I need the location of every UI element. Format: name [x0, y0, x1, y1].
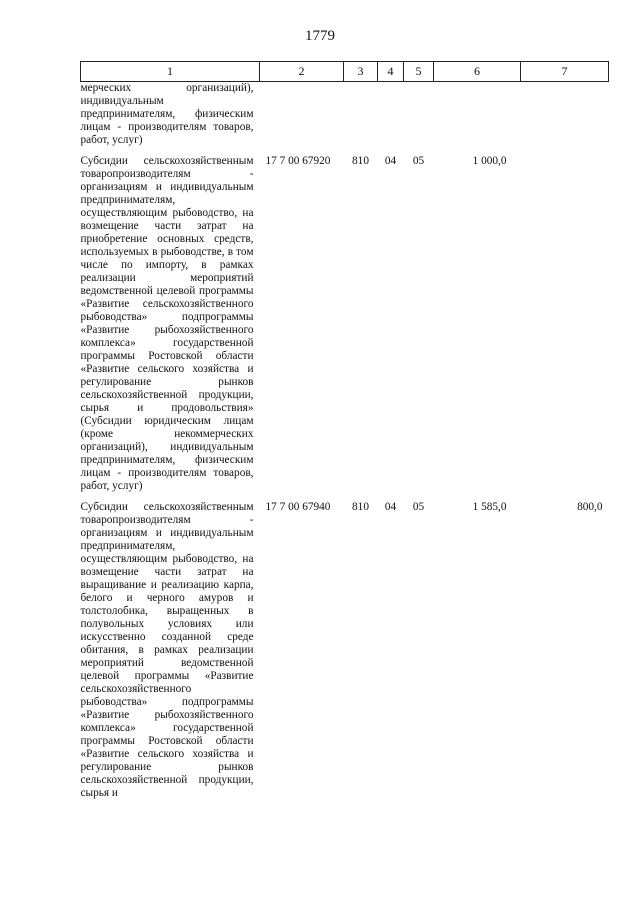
column-header-1: 1 — [81, 62, 260, 82]
row-amount-1 — [434, 82, 521, 148]
table-header-row — [81, 62, 609, 82]
column-header-6: 6 — [434, 62, 521, 82]
row-amount-1: 1 000,0 — [472, 155, 507, 167]
row-description: Субсидии сельскохозяйственным товаропроизводителям - организациям и индивидуальным предпринимателям, осуществляющим рыбоводство, на возмещение части затрат на выращивание и реализацию карпа, белого и черного амуров и толстолобика, выращенных в полувольных условиях или искусственно созданной среде обитания, в рамках реализации мероприятий ведомственной целевой программы «Развитие сельскохозяйственного рыбоводства» подпрограммы «Развитие рыбохозяйственного комплекса» государственной программы Ростовской области «Развитие сельского хозяйства и регулирование рынков сельскохозяйственной продукции, сырья и — [80, 501, 254, 799]
page-number: 1779 — [305, 28, 335, 44]
row-subsection — [404, 82, 434, 148]
budget-table — [80, 61, 609, 800]
row-section — [378, 82, 404, 148]
row-subsection: 05 — [412, 155, 425, 167]
table-row — [81, 155, 609, 493]
column-header-5: 5 — [404, 62, 434, 82]
column-header-7: 7 — [521, 62, 609, 82]
table-row — [81, 82, 609, 148]
row-description: Субсидии сельскохозяйственным товаропроизводителям - организациям и индивидуальным предпринимателям, осуществляющим рыбоводство, на возмещение части затрат на приобретение основных средств, используемых в рыбоводстве, в том числе по импорту, в рамках реализации мероприятий ведомственной целевой программы «Развитие сельскохозяйственного рыбоводства» подпрограммы «Развитие рыбохозяйственного комплекса» государственной программы Ростовской области «Развитие сельского хозяйства и регулирование рынков сельскохозяйственной продукции, сырья и продовольствия» (Субсидии юридическим лицам (кроме некоммерческих организаций), индивидуальным предпринимателям, физическим лицам - производителям товаров, работ, услуг) — [80, 155, 254, 492]
row-section: 04 — [384, 155, 397, 167]
row-code: 17 7 00 67940 — [265, 501, 331, 513]
row-expense-type — [344, 82, 378, 148]
row-code — [260, 82, 344, 148]
table-row — [81, 501, 609, 800]
row-expense-type: 810 — [352, 501, 369, 513]
row-description: мерческих организаций), индивидуальным предпринимателям, физическим лицам - производителям товаров, работ, услуг) — [80, 82, 254, 146]
row-amount-2 — [521, 155, 609, 493]
row-amount-2 — [521, 82, 609, 148]
row-expense-type: 810 — [352, 155, 369, 167]
row-amount-1: 1 585,0 — [472, 501, 507, 513]
column-header-2: 2 — [260, 62, 344, 82]
column-header-4: 4 — [378, 62, 404, 82]
row-code: 17 7 00 67920 — [265, 155, 331, 167]
column-header-3: 3 — [344, 62, 378, 82]
row-section: 04 — [384, 501, 397, 513]
row-subsection: 05 — [412, 501, 425, 513]
row-amount-2: 800,0 — [577, 501, 603, 513]
